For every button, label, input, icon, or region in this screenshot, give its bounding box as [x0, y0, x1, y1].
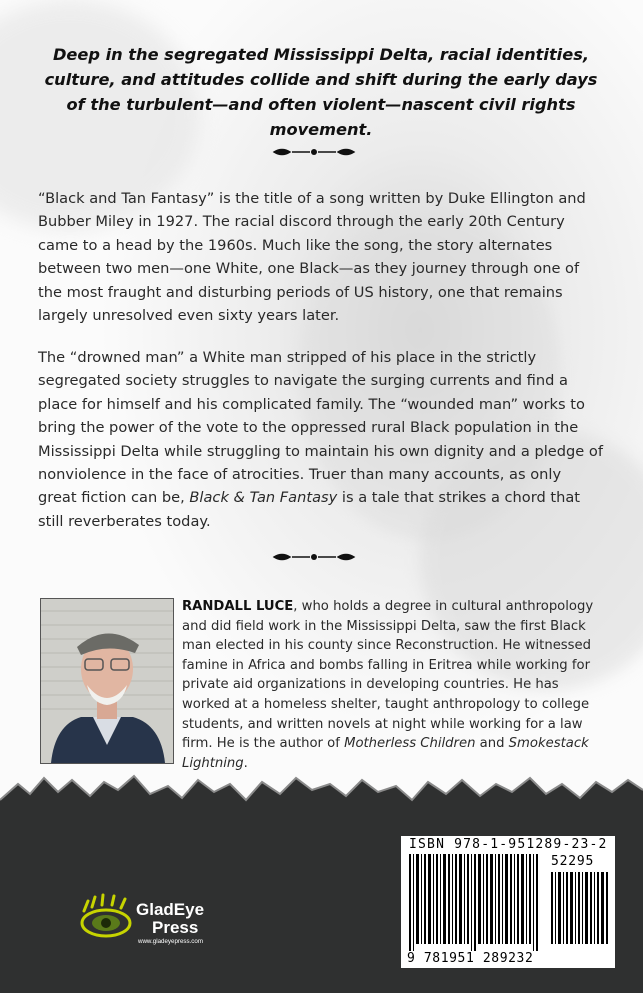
ornament-divider-icon — [272, 551, 356, 563]
isbn-number: ISBN 978-1-951289-23-2 — [409, 837, 608, 852]
description-paragraph-1: “Black and Tan Fantasy” is the title of a song written by Duke Ellington and Bubber Miley in 1927. The racial discord through the early 20th Century came to a head by the 1960s. Much like the song, the story alternates between two men—one White, one Black—as they journey through one of the most fraught and disturbing periods of US history, one that remains largely unresolved even sixty years later. — [38, 190, 586, 325]
author-bio-conjunction: and — [475, 736, 509, 752]
isbn-barcode — [401, 836, 615, 968]
price-code: 52295 — [551, 854, 595, 869]
ornament-divider-icon — [272, 146, 356, 158]
paragraph-2-ending: is a tale that strikes a chord that still reverberates today. — [38, 489, 581, 530]
tagline: Deep in the segregated Mississippi Delta, racial identities, culture, and attitudes collide and shift during the early days of the turbulent—and often violent—nascent civil rights movement. — [44, 45, 598, 139]
author-bio — [182, 597, 610, 773]
logo-name-line1: GladEye — [136, 900, 205, 919]
book-title-smokestack-lightning: Smokestack Lightning — [182, 736, 589, 771]
author-bio-text: , who holds a degree in cultural anthropology and did field work in the Mississippi Delta, saw the first Black man elected in his county since Reconstruction. He witnessed famine in Africa and bombs falling in Eritrea while working for private aid organizations in developing countries. He has worked at a homeless shelter, taught anthropology to college students, and written novels at night while working for a law firm. He is the author of — [182, 599, 594, 752]
ean-digits: 9 781951 289232 — [407, 951, 534, 966]
description-paragraph-2 — [38, 346, 604, 533]
logo-name-line2: Press — [152, 918, 199, 937]
author-bio-end: . — [243, 755, 248, 771]
author-photo — [40, 598, 174, 764]
book-title: Black & Tan Fantasy — [189, 489, 338, 507]
gladeye-press-logo — [78, 893, 228, 949]
book-title-motherless-children: Motherless Children — [344, 736, 476, 752]
paragraph-2-text: The “drowned man” a White man stripped of his place in the strictly segregated society struggles to navigate the surging currents and find a place for himself and his complicated family. The “wounded man” works to bring the power of the vote to the oppressed rural Black population in the Mississippi Delta while struggling to maintain his own dignity and a pledge of nonviolence in the face of atrocities. Truer than many accounts, as only great fiction can be, — [38, 349, 603, 507]
publisher-url: www.gladeyepress.com — [138, 938, 203, 945]
author-name: RANDALL LUCE — [182, 599, 294, 614]
